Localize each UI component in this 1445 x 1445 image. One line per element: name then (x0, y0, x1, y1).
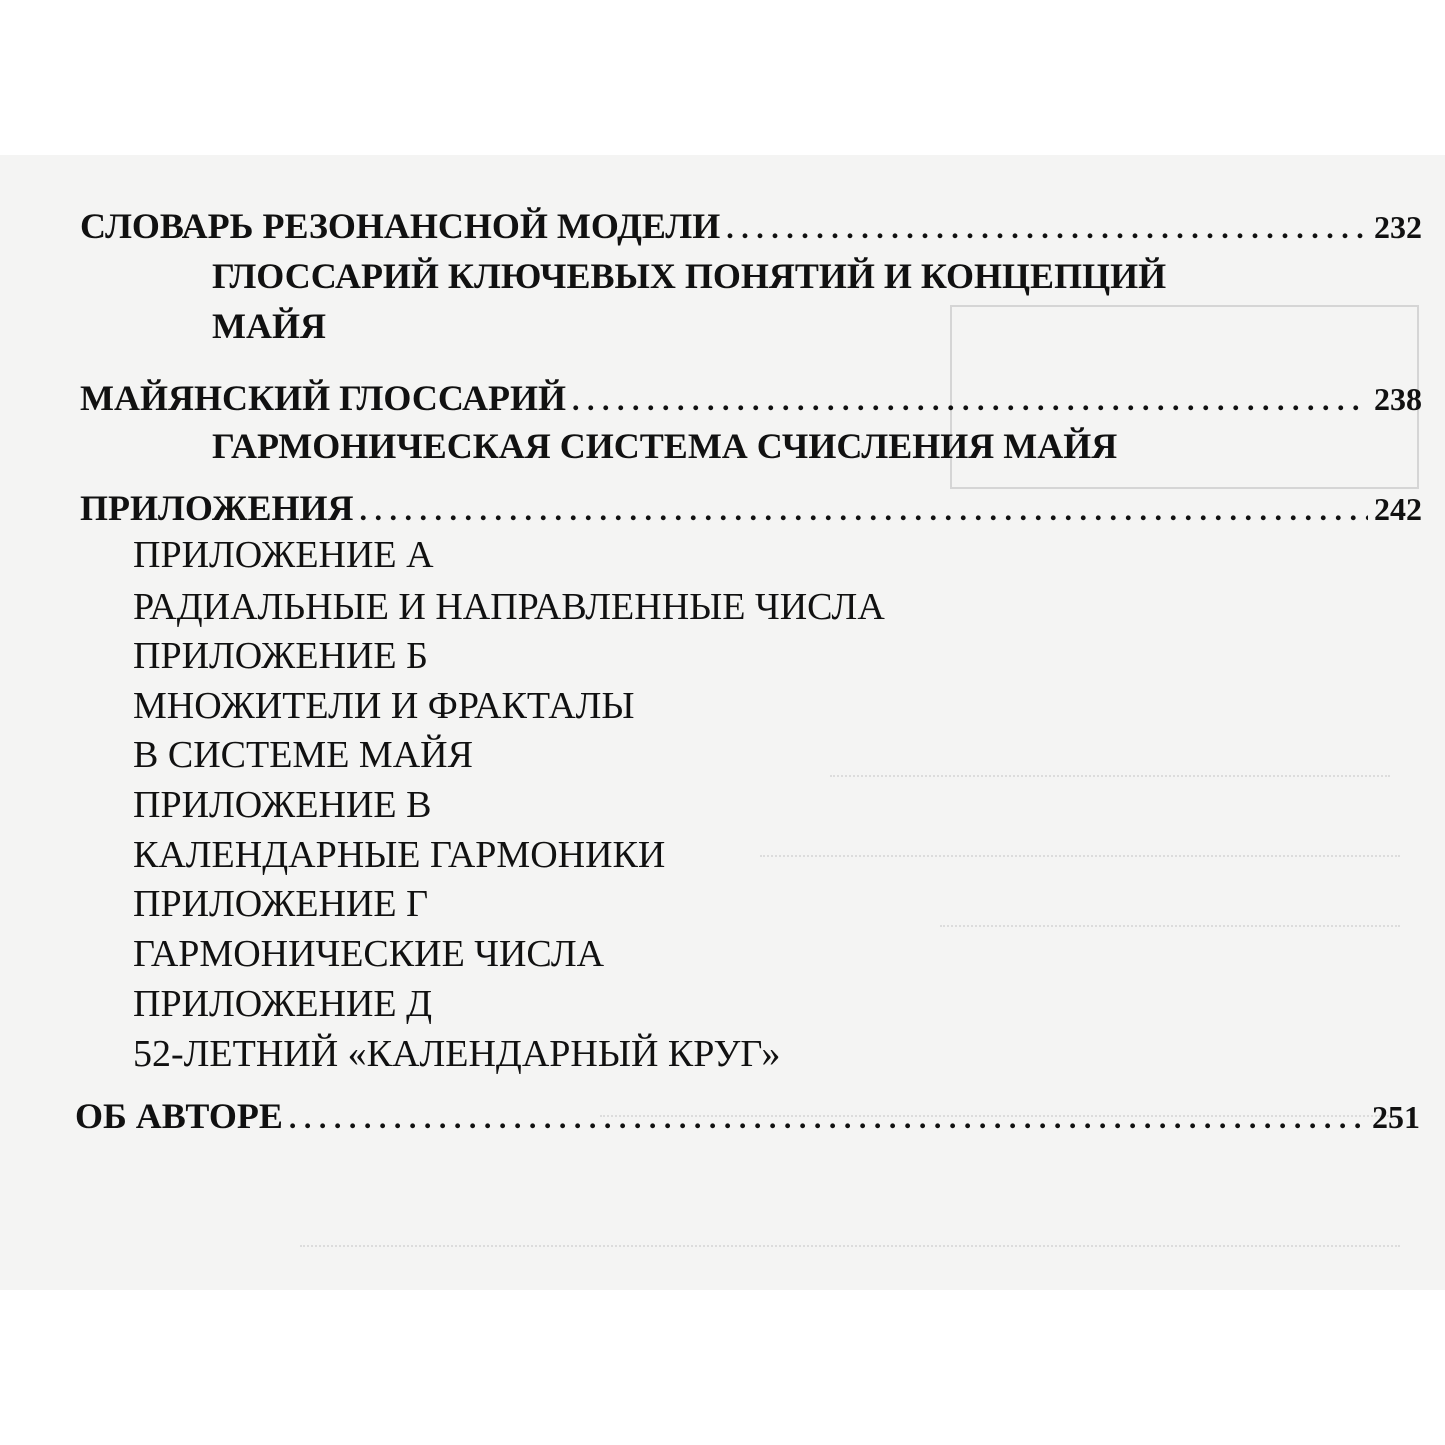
appendix-line: ПРИЛОЖЕНИЕ В (133, 784, 432, 826)
dot-leader (289, 1102, 1366, 1136)
toc-subtitle: МАЙЯ (212, 306, 326, 346)
appendix-line: 52-ЛЕТНИЙ «КАЛЕНДАРНЫЙ КРУГ» (133, 1033, 781, 1075)
appendix-line: МНОЖИТЕЛИ И ФРАКТАЛЫ (133, 685, 635, 727)
toc-page-number: 242 (1374, 491, 1422, 527)
toc-entry-title: ПРИЛОЖЕНИЯ (80, 488, 354, 528)
toc-entry-about-author[interactable] (75, 1095, 1420, 1137)
appendix-line: ПРИЛОЖЕНИЕ А (133, 534, 434, 576)
appendix-line: КАЛЕНДАРНЫЕ ГАРМОНИКИ (133, 834, 666, 876)
toc-subtitle: ГАРМОНИЧЕСКАЯ СИСТЕМА СЧИСЛЕНИЯ МАЙЯ (212, 426, 1118, 466)
appendix-line: РАДИАЛЬНЫЕ И НАПРАВЛЕННЫЕ ЧИСЛА (133, 586, 885, 628)
toc-page-number: 251 (1372, 1099, 1420, 1135)
appendix-line: ПРИЛОЖЕНИЕ Б (133, 635, 428, 677)
show-through-rule (300, 1245, 1400, 1247)
show-through-rule (940, 925, 1400, 927)
toc-entry-title: СЛОВАРЬ РЕЗОНАНСНОЙ МОДЕЛИ (80, 206, 721, 246)
show-through-rule (830, 775, 1390, 777)
appendix-line: В СИСТЕМЕ МАЙЯ (133, 734, 473, 776)
toc-entry-resonance-dictionary[interactable] (80, 205, 1422, 247)
toc-subtitle: ГЛОССАРИЙ КЛЮЧЕВЫХ ПОНЯТИЙ И КОНЦЕПЦИЙ (212, 256, 1167, 296)
toc-entry-title: МАЙЯНСКИЙ ГЛОССАРИЙ (80, 378, 567, 418)
toc-page-number: 232 (1374, 209, 1422, 245)
toc-entry-mayan-glossary[interactable] (80, 377, 1422, 419)
appendix-line: ПРИЛОЖЕНИЕ Д (133, 983, 433, 1025)
dot-leader (360, 494, 1368, 528)
appendix-line: ГАРМОНИЧЕСКИЕ ЧИСЛА (133, 933, 605, 975)
toc-entry-title: ОБ АВТОРЕ (75, 1096, 283, 1136)
dot-leader (726, 212, 1368, 246)
toc-page-number: 238 (1374, 381, 1422, 417)
toc-entry-appendices[interactable] (80, 487, 1422, 529)
dot-leader (572, 384, 1368, 418)
appendix-line: ПРИЛОЖЕНИЕ Г (133, 883, 429, 925)
show-through-rule (760, 855, 1400, 857)
